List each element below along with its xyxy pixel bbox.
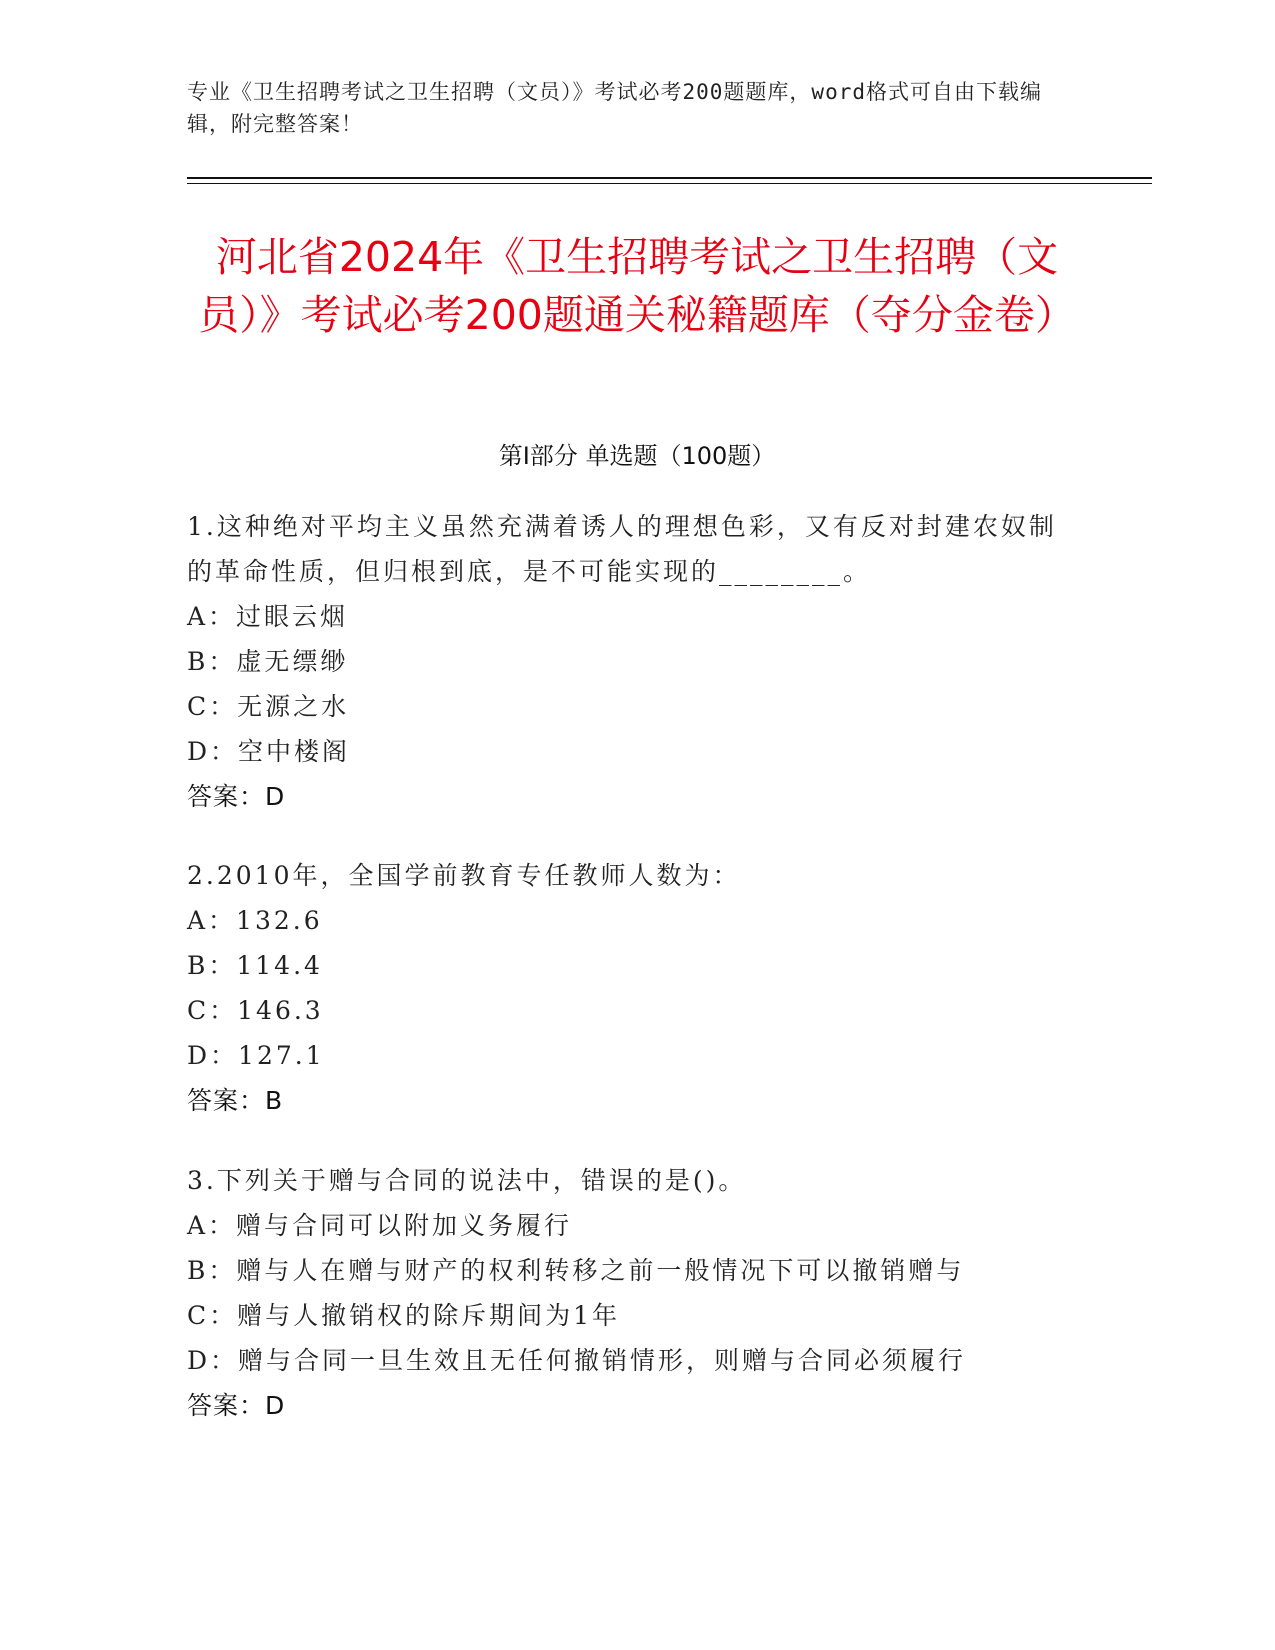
option-d: D：127.1 — [187, 1041, 325, 1070]
answer-label: 答案： — [187, 782, 266, 811]
option-b: B：赠与人在赠与财产的权利转移之前一般情况下可以撤销赠与 — [187, 1256, 965, 1285]
question-stem: 1.这种绝对平均主义虽然充满着诱人的理想色彩，又有反对封建农奴制的革命性质，但归根到底，是不可能实现的________。 — [187, 512, 1057, 586]
section-heading: 第I部分 单选题（100题） — [498, 442, 776, 470]
answer-value: D — [265, 782, 286, 811]
question-stem: 2.2010年，全国学前教育专任教师人数为： — [187, 861, 741, 890]
answer-line — [187, 774, 1067, 819]
option-a: A：过眼云烟 — [187, 602, 349, 631]
option-b: B：114.4 — [187, 951, 323, 980]
answer-line — [187, 1383, 1067, 1428]
question-block — [187, 504, 1067, 819]
header-divider-thin — [187, 183, 1152, 184]
answer-label: 答案： — [187, 1391, 266, 1420]
question-stem: 3.下列关于赠与合同的说法中，错误的是()。 — [187, 1166, 747, 1195]
answer-value: B — [265, 1086, 284, 1115]
answer-value: D — [265, 1391, 286, 1420]
option-c: C：赠与人撤销权的除斥期间为1年 — [187, 1301, 621, 1330]
answer-line — [187, 1078, 1067, 1123]
question-block — [187, 853, 1067, 1123]
option-c: C：146.3 — [187, 996, 324, 1025]
option-d: D：空中楼阁 — [187, 737, 351, 766]
option-a: A：赠与合同可以附加义务履行 — [187, 1211, 573, 1240]
option-c: C：无源之水 — [187, 692, 350, 721]
header-divider-thick — [187, 177, 1152, 179]
question-block — [187, 1158, 1067, 1428]
header-note: 专业《卫生招聘考试之卫生招聘（文员）》考试必考200题题库，word格式可自由下载编辑，附完整答案！ — [187, 80, 1042, 136]
document-title: 河北省2024年《卫生招聘考试之卫生招聘（文员）》考试必考200题通关秘籍题库（夺分金卷） — [198, 233, 1076, 339]
option-a: A：132.6 — [187, 906, 323, 935]
option-b: B：虚无缥缈 — [187, 647, 349, 676]
option-d: D：赠与合同一旦生效且无任何撤销情形，则赠与合同必须履行 — [187, 1346, 967, 1375]
answer-label: 答案： — [187, 1086, 266, 1115]
